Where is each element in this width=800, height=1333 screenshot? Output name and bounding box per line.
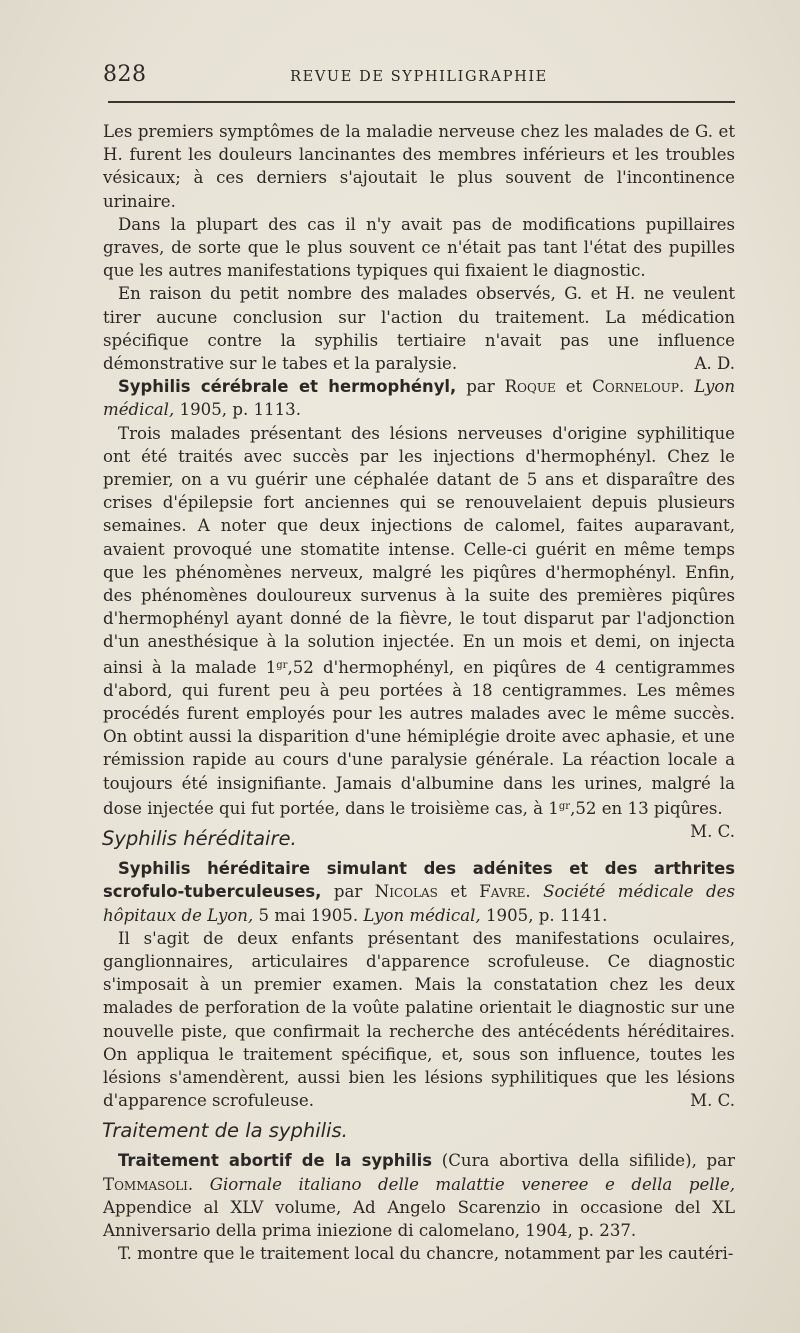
article-1-by: par	[466, 377, 495, 397]
article-1-unit-2: gr	[558, 800, 571, 812]
signature-mc-1: M. C.	[690, 822, 735, 842]
body-text	[103, 120, 735, 1265]
article-2-author-1: Nicolas	[374, 882, 438, 902]
section-heading-hereditaire: Syphilis héréditaire.	[102, 827, 297, 851]
paragraph-2	[103, 213, 735, 283]
article-2-ref: 1905, p. 1141.	[485, 905, 608, 925]
article-2-by: par	[333, 882, 363, 902]
article-1-citation: Syphilis cérébrale et hermophényl, par Roque et Corneloup. Lyon médical, 1905, p. 1113.	[103, 377, 736, 420]
article-1-journal: Lyon médical,	[103, 377, 736, 420]
article-1-and: et	[565, 377, 583, 397]
article-1-author-1: Roque	[504, 377, 556, 397]
paragraph-2-text: Dans la plupart des cas il n'y avait pas de modifications pupillaires graves, de sorte que le plus souvent ce n'était pas tant l'état des pupilles que les autres manifestations typiques qui fixaient le diagnostic.	[103, 214, 735, 281]
article-2-body-text: Il s'agit de deux enfants présentant des manifestations oculaires, ganglionnaires, articulaires d'apparence scrofuleuse. Ce diagnostic s'imposait à un premier examen. Mais la constatation chez les deux malades de perforation de la voûte palatine orientait le diagnostic sur une nouvelle piste, que confirmait la recherche des antécédents héréditaires. On appliqua le traitement spécifique, et, sous son influence, toutes les lésions s'amendèrent, aussi bien les lésions syphilitiques que les lésions d'apparence scrofuleuse.	[103, 928, 735, 1111]
article-1-body-3: ,52 en 13 piqûres.	[570, 798, 723, 818]
paragraph-1-text: Les premiers symptômes de la maladie nerveuse chez les malades de G. et H. furent les douleurs lancinantes des membres inférieurs et les troubles vésicaux; à ces derniers s'ajoutait le plus souvent de l'incontinence urinaire.	[103, 122, 735, 211]
article-1-title: Syphilis cérébrale et hermophényl,	[118, 377, 457, 397]
article-1-body-2: ,52 d'hermophényl, en piqûres de 4 centigrammes d'abord, qui furent peu à peu portées à 18 centigrammes. Les mêmes procédés furent employés pour les autres malades avec le même succès. On obtint aussi la disparition d'une hémiplégie droite avec aphasie, et une rémission rapide au cours d'une paralysie générale. La réaction locale a toujours été insignifiante. Jamais d'albumine dans les urines, malgré la dose injectée qui fut portée, dans le troisième cas, à 1	[103, 657, 735, 818]
article-3-author: Tommasoli.	[103, 1174, 194, 1194]
paragraph-3	[103, 282, 735, 375]
article-2-title: Syphilis héréditaire simulant des adénites et des arthrites scrofulo-tuberculeuses,	[103, 859, 735, 902]
running-title: REVUE DE SYPHILIGRAPHIE	[290, 69, 548, 85]
article-2-date: 5 mai 1905.	[258, 905, 359, 925]
article-2-journal: Société médicale des hôpitaux de Lyon,	[103, 882, 735, 925]
signature-mc-2: M. C.	[690, 1091, 735, 1111]
article-2-journal-2: Lyon médical,	[363, 905, 481, 925]
article-3-body-text: T. montre que le traitement local du chancre, notamment par les cautéri-	[118, 1244, 734, 1264]
article-1-unit-1: gr	[276, 659, 288, 671]
section-heading-traitement: Traitement de la syphilis.	[102, 1119, 348, 1143]
paragraph-3-text: En raison du petit nombre des malades observés, G. et H. ne veulent tirer aucune conclusion sur l'action du traitement. La médication spécifique contre la syphilis tertiaire n'avait pas une influence démonstrative sur le tabes et la paralysie.	[103, 284, 735, 374]
article-2-citation: Syphilis héréditaire simulant des adénites et des arthrites scrofulo-tuberculeuses, par Nicolas et Favre. Société médicale des hôpitaux de Lyon, 5 mai 1905. Lyon médical, 1905, p. 1141.	[103, 859, 735, 925]
paragraph-1	[103, 120, 735, 213]
article-1-author-2: Corneloup	[592, 377, 679, 397]
article-3-title: Traitement abortif de la syphilis	[118, 1151, 433, 1171]
article-3-citation	[103, 1149, 735, 1242]
header-rule	[108, 101, 735, 103]
article-3-ref: Appendice al XLV volume, Ad Angelo Scarenzio in occasione del XL Anniversario della prima iniezione di calomelano, 1904, p. 237.	[103, 1197, 735, 1240]
signature-ad: A. D.	[694, 354, 735, 374]
article-3-body	[103, 1242, 735, 1265]
article-2-author-2: Favre	[479, 882, 526, 902]
page-number: 828	[103, 62, 147, 87]
article-2-and: et	[450, 882, 467, 902]
page-header	[103, 62, 735, 92]
article-1-body-1: Trois malades présentant des lésions nerveuses d'origine syphilitique ont été traités avec succès par les injections d'hermophényl. Chez le premier, on a vu guérir une céphalée datant de 5 ans et disparaître des crises d'épilepsie fort anciennes qui se renouvelaient depuis plusieurs semaines. A noter que deux injections de calomel, faites auparavant, avaient provoqué une stomatite intense. Celle-ci guérit en même temps que les phénomènes nerveux, malgré les piqûres d'hermophényl. Enfin, des phénomènes douloureux survenus à la suite des premières piqûres d'hermophényl ayant donné de la fièvre, le tout disparut par l'adjonction d'un anesthésique à la solution injectée. En un mois et demi, on injecta ainsi à la malade 1	[103, 423, 735, 677]
article-3-subtitle: (Cura abortiva della sifilide), par	[441, 1151, 735, 1171]
article-2-body	[103, 927, 735, 1113]
article-1-ref: 1905, p. 1113.	[179, 400, 302, 420]
article-3-journal: Giornale italiano delle malattie veneree e della pelle,	[209, 1174, 735, 1194]
